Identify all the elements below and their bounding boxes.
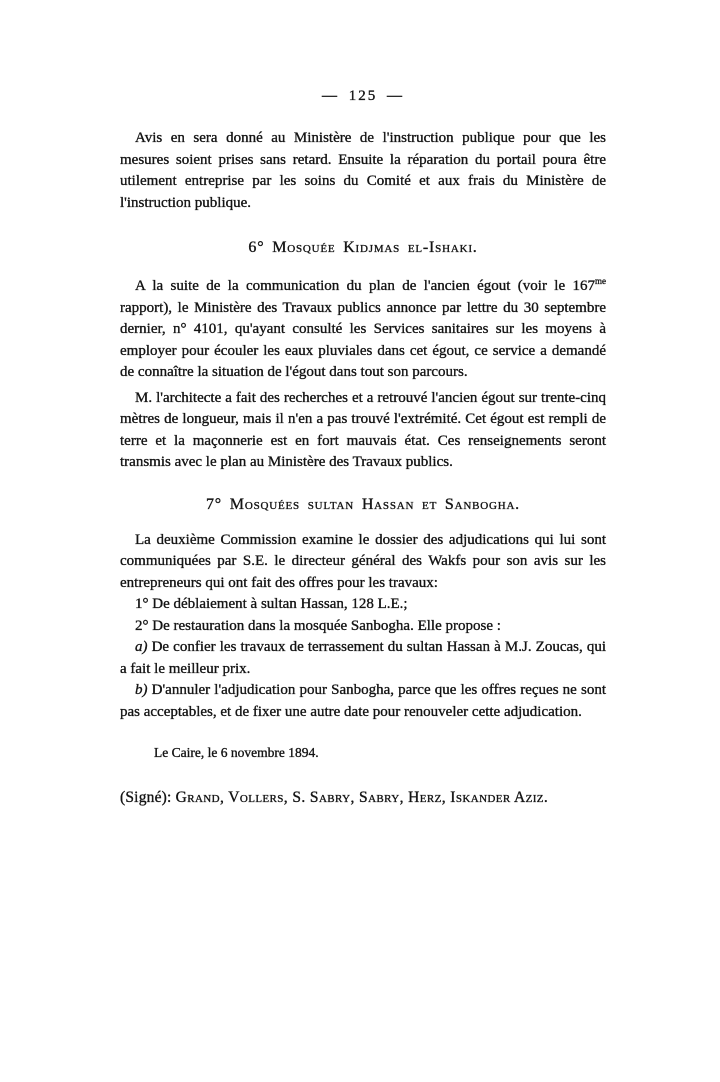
list-item-b-marker: b)	[135, 682, 148, 698]
paragraph-intro: Avis en sera donné au Ministère de l'instruction publique pour que les mesures soient prises sans retard. Ensuite la réparation du portail poura être utilement entreprise par les soins du Comité et aux frais du Ministère de l'instruction publique.	[120, 130, 606, 211]
signature-names: Grand, Vollers, S. Sabry, Sabry, Herz, Iskander Aziz.	[175, 789, 549, 806]
section6-heading: 6° Mosquée Kidjmas el-Ishaki.	[248, 239, 478, 256]
list-item-a	[120, 637, 606, 680]
section7-heading: 7° Mosquées sultan Hassan et Sanbogha.	[206, 495, 520, 513]
signature-prefix: (Signé):	[120, 789, 176, 806]
list-item-1: 1° De déblaiement à sultan Hassan, 128 L.E.;	[135, 596, 408, 612]
section6-paragraph-2: M. l'architecte a fait des recherches et a retrouvé l'ancien égout sur trente-cinq mètres de longueur, mais il n'en a pas trouvé l'extrémité. Cet égout est rempli de terre et la maçonnerie est en fort mauvais état. Ces renseignements seront transmis avec le plan au Ministère des Travaux publics.	[120, 389, 606, 470]
list-item-b-text: D'annuler l'adjudication pour Sanbogha, parce que les offres reçues ne sont pas acceptables, et de fixer une autre date pour renouveler cette adjudication.	[120, 682, 606, 720]
section6-paragraph-1-text-before-superscript: A la suite de la communication du plan de l'ancien égout (voir le 167	[135, 278, 595, 294]
list-item-b	[120, 680, 606, 723]
list-item-a-marker: a)	[135, 639, 148, 655]
report-ordinal-superscript: me	[595, 276, 606, 286]
list-item-a-text: De confier les travaux de terrassement du sultan Hassan à M.J. Zoucas, qui a fait le meilleur prix.	[120, 639, 606, 677]
list-item-2: 2° De restauration dans la mosquée Sanbogha. Elle propose :	[135, 617, 501, 634]
section6-paragraph-1-text-after-superscript: rapport), le Ministère des Travaux publics annonce par lettre du 30 septembre dernier, n° 4101, qu'ayant consulté les Services sanitaires sur les moyens à employer pour écouler les eaux pluviales dans cet égout, ce service a demandé de connaître la situation de l'égout dans tout son parcours.	[120, 299, 606, 380]
document-page	[120, 0, 606, 808]
dateline: Le Caire, le 6 novembre 1894.	[154, 745, 319, 760]
signature-line	[120, 788, 606, 808]
section7-paragraph-1: La deuxième Commission examine le dossier des adjudications qui lui sont communiquées par S.E. le directeur général des Wakfs pour son avis sur les entrepreneurs qui ont fait des offres pour les travaux:	[120, 531, 606, 591]
page-number: — 125 —	[322, 88, 404, 104]
section6-paragraph-1	[120, 276, 606, 384]
